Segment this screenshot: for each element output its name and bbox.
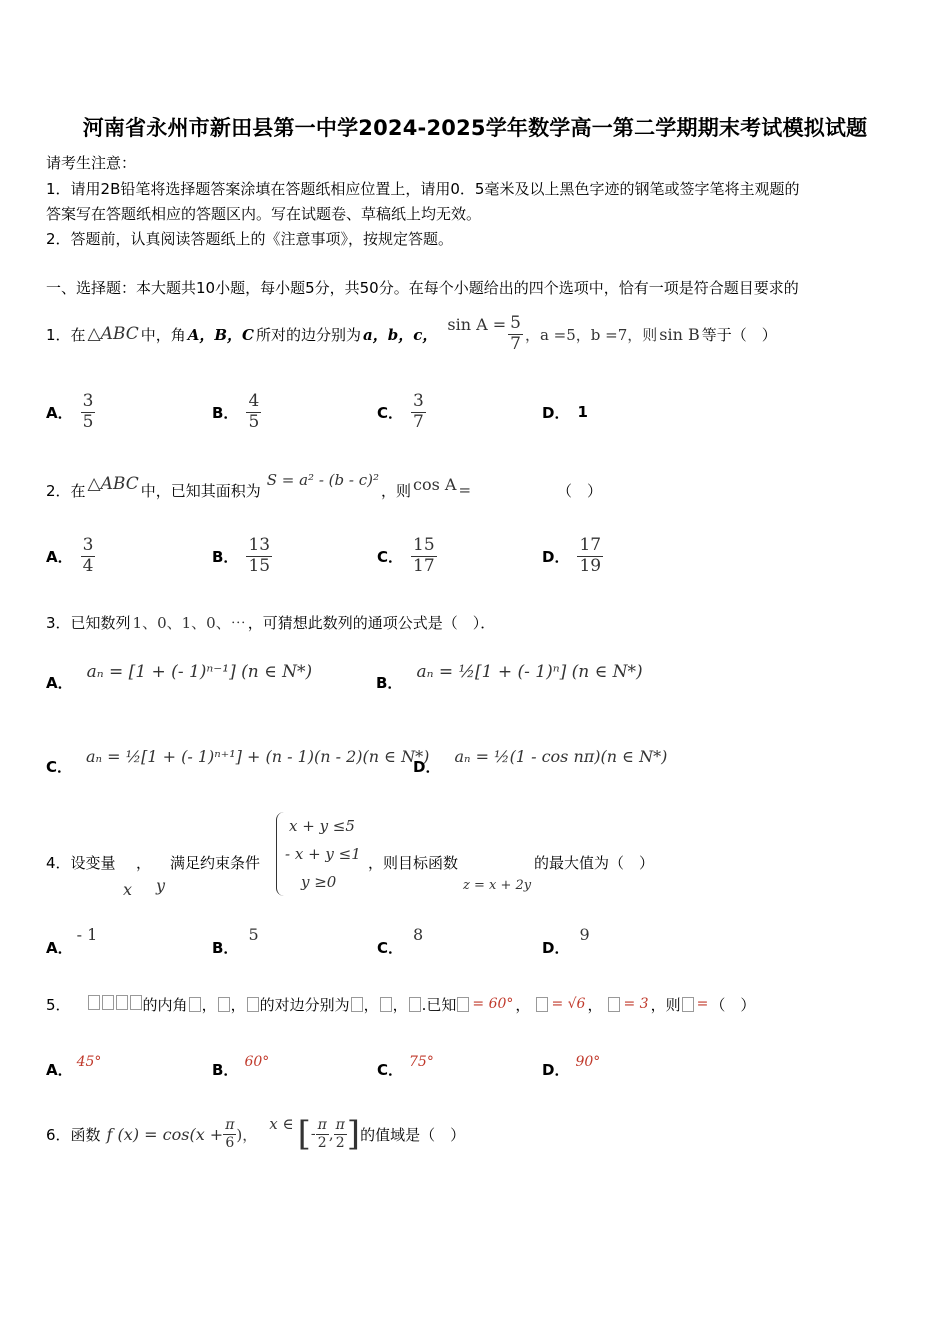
q6-function: f (x) = cos(x +	[106, 1124, 224, 1144]
q4-option-a[interactable]: A． - 1	[46, 925, 98, 957]
q2-paren: （ ）	[557, 481, 603, 500]
q4-constraint-3: y ≥0	[301, 873, 337, 891]
q5-eq-2: = √6	[551, 996, 586, 1012]
q1-option-b[interactable]: B． $\frac{4}{5}$	[212, 390, 260, 432]
q1-angles: A，B，C	[187, 325, 254, 344]
q5-placeholder-c	[247, 997, 259, 1012]
q2-option-a[interactable]: A． $\frac{3}{4}$	[46, 534, 94, 576]
q6-neg-pi-over-2: $\frac{\pi}{2}$	[317, 1117, 327, 1151]
q3-tail: ，可猜想此数列的通项公式是（ ）．	[247, 613, 496, 632]
q4-comma: ，	[136, 854, 152, 872]
q1-fraction: $\frac{5}{7}$	[510, 312, 521, 354]
q3-option-b[interactable]: B． aₙ = ½[1 + (- 1)ⁿ] (n ∈ N*)	[376, 662, 643, 692]
page-title: 河南省永州市新田县第一中学2024-2025学年数学高一第二学期期末考试模拟试题	[82, 116, 868, 140]
notice-heading: 请考生注意：	[46, 154, 137, 172]
q5-text-3: .已知	[421, 995, 457, 1014]
notice-line-1: 1．请用2B铅笔将选择题答案涂填在答题纸相应位置上，请用0．5毫米及以上黑色字迹的钢笔或签字笔将主观题的	[46, 180, 800, 198]
q5-paren: （ ）	[710, 995, 756, 1014]
q1-sides: a，b，c，	[363, 325, 438, 344]
question-6: 6．函数 f (x) = cos(x + $\frac{\pi}{6}$ )， x ∈ [ - $\frac{\pi}{2}$ , $\frac{\pi}{2}$ ] 的值域是（ ）	[46, 1114, 466, 1154]
question-1	[46, 302, 777, 366]
q5-text-1: 的内角	[142, 995, 188, 1014]
question-5: 5． 的内角 ， ， 的对边分别为 ， ， .已知 = 60° ， = √6 ， = 3 ，则 = （ ）	[46, 995, 756, 1014]
q5-text-2: 的对边分别为	[259, 995, 350, 1014]
q5-eq-1: = 60°	[472, 996, 514, 1012]
q4-text-2: ，则目标函数	[368, 854, 459, 872]
q6-pi-over-6: $\frac{\pi}{6}$	[225, 1117, 235, 1151]
q4-number: 4．设变量	[46, 854, 116, 872]
q5-option-d[interactable]: D． 90°	[542, 1054, 601, 1079]
q3-option-a-formula: aₙ = [1 + (- 1)ⁿ⁻¹] (n ∈ N*)	[86, 662, 313, 682]
q2-cosA: cos A	[413, 474, 457, 494]
q5-option-b[interactable]: B． 60°	[212, 1054, 270, 1079]
q3-option-b-formula: aₙ = ½[1 + (- 1)ⁿ] (n ∈ N*)	[416, 662, 643, 682]
q1-tail: 等于（ ）	[701, 325, 777, 344]
section-heading: 一、选择题：本大题共10小题，每小题5分，共50分。在每个小题给出的四个选项中，恰有一项是符合题目要求的	[46, 279, 799, 297]
q4-text-1: 满足约束条件	[170, 854, 261, 872]
q2-eq: =	[458, 481, 472, 499]
q6-tail: 的值域是（ ）	[360, 1125, 466, 1144]
q4-option-c[interactable]: C． 8	[377, 925, 424, 957]
q6-domain: x ∈	[269, 1115, 294, 1133]
q5-placeholder-b	[218, 997, 230, 1012]
q5-eq-3: = 3	[623, 996, 649, 1012]
question-3	[46, 610, 495, 634]
q1-triangle: △ABC	[87, 324, 139, 344]
q5-placeholder-triangle	[87, 995, 143, 1013]
q4-constraint-2: - x + y ≤1	[285, 845, 361, 863]
q4-constraints	[276, 812, 361, 896]
q1-condition: ，a =5，b =7，则	[524, 325, 658, 344]
q6-pi-over-2: $\frac{\pi}{2}$	[335, 1117, 345, 1151]
q1-options	[46, 382, 906, 442]
q3-option-c-formula: aₙ = ½[1 + (- 1)ⁿ⁺¹] + (n - 1)(n - 2)(n ∈ N*)	[86, 746, 430, 766]
notice-line-3: 2．答题前，认真阅读答题纸上的《注意事项》，按规定答题。	[46, 230, 454, 248]
q1-number: 1．在	[46, 325, 86, 344]
q4-objective: z = x + 2y	[463, 878, 532, 893]
q3-option-c[interactable]: C． aₙ = ½[1 + (- 1)ⁿ⁺¹] + (n - 1)(n - 2)(n ∈ N*)	[46, 746, 430, 776]
q5-eq-4: =	[696, 996, 709, 1012]
q2-options	[46, 526, 906, 586]
q1-text-1: 中，角	[140, 325, 186, 344]
q1-option-c[interactable]: C． $\frac{3}{7}$	[377, 390, 424, 432]
q3-option-d[interactable]: D． aₙ = ½(1 - cos nπ)(n ∈ N*)	[413, 746, 668, 776]
q5-number: 5．	[46, 995, 71, 1014]
q1-sinA: sin A =	[447, 314, 507, 334]
q3-sequence: 1、0、1、0、⋯	[132, 613, 246, 632]
q1-text-2: 所对的边分别为	[256, 325, 362, 344]
q4-option-b[interactable]: B． 5	[212, 925, 259, 957]
q2-option-c[interactable]: C． $\frac{15}{17}$	[377, 534, 435, 576]
q4-option-d[interactable]: D． 9	[542, 925, 590, 957]
q4-tail: 的最大值为（ ）	[534, 854, 655, 872]
q3-option-a[interactable]: A． aₙ = [1 + (- 1)ⁿ⁻¹] (n ∈ N*)	[46, 662, 313, 692]
q5-option-c[interactable]: C． 75°	[377, 1054, 434, 1079]
q2-text-2: ，则	[381, 481, 412, 500]
q3-text: 3．已知数列	[46, 613, 131, 632]
q4-var-x: x	[123, 880, 133, 899]
q2-number: 2．在	[46, 481, 86, 500]
q4-constraint-1: x + y ≤5	[289, 817, 355, 835]
notice-line-2: 答案写在答题纸相应的答题区内。写在试题卷、草稿纸上均无效。	[46, 205, 482, 223]
q6-number: 6．函数	[46, 1125, 101, 1144]
question-2	[46, 470, 602, 510]
q2-option-b[interactable]: B． $\frac{13}{15}$	[212, 534, 271, 576]
q5-option-a[interactable]: A． 45°	[46, 1054, 102, 1079]
q2-option-d[interactable]: D． $\frac{17}{19}$	[542, 534, 602, 576]
q2-triangle: △ABC	[87, 474, 139, 494]
q2-text-1: 中，已知其面积为	[140, 481, 261, 500]
q3-option-d-formula: aₙ = ½(1 - cos nπ)(n ∈ N*)	[454, 746, 668, 766]
q2-area-formula: S = a² - (b - c)²	[266, 471, 379, 489]
q1-option-d[interactable]: D． 1	[542, 403, 588, 422]
q4-var-y: y	[156, 876, 166, 895]
q5-then: ，则	[650, 995, 681, 1014]
q1-sinB: sin B	[659, 324, 700, 344]
q6-close: )，	[236, 1125, 258, 1144]
q5-placeholder-a	[189, 997, 201, 1012]
q1-option-a[interactable]: A． $\frac{3}{5}$	[46, 390, 94, 432]
